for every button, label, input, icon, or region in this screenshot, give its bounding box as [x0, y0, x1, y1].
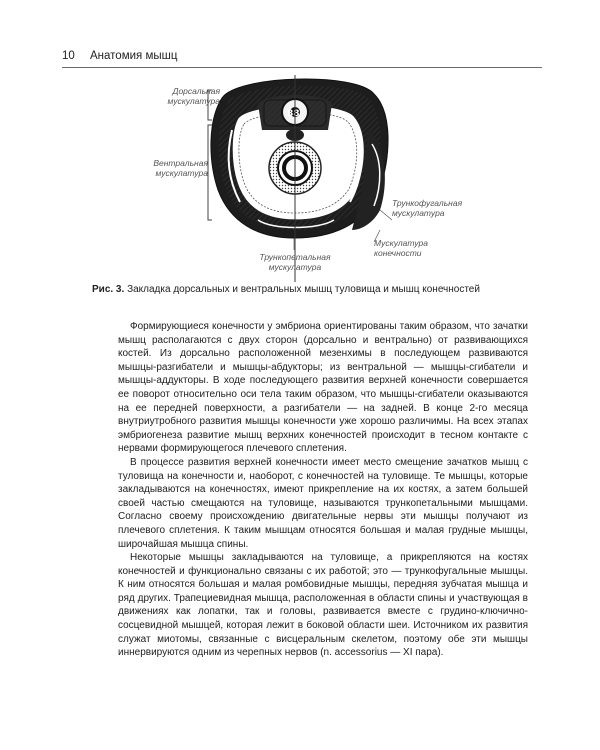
- body-text: [118, 320, 528, 660]
- page-number: 10: [62, 50, 75, 62]
- label-trunkopetal-muscles: Трункопетальная мускулатура: [259, 252, 331, 272]
- caption-text: Закладка дорсальных и вентральных мышц туловища и мышц конечностей: [127, 284, 480, 295]
- embryo-cross-section-illustration: [62, 70, 542, 282]
- label-trunkofugal-muscles: Трункофугальная мускулатура: [392, 198, 463, 218]
- label-dorsal-muscles: Дорсальная мускулатура: [167, 86, 220, 106]
- label-limb-muscles: Мускулатура конечности: [374, 238, 428, 258]
- figure-caption: [92, 284, 480, 295]
- paragraph: Формирующиеся конечности у эмбриона ориентированы таким образом, что зачатки мышц располагаются с двух сторон (дорсально и вентрально) от развивающихся костей. Из дорсально расположенной мезенхимы в последующем развиваются мышцы-разгибатели и мышцы-абдукторы; из вентральной — мышцы-сгибатели и мышцы-аддукторы. В ходе последующего развития верхней конечности совершается ее поворот относительно оси тела таким образом, что мышцы-сгибатели оказываются на ее передней поверхности, а разгибатели — на задней. В конце 2-го месяца внутриутробного развития мышцы конечности уже хорошо различимы. На всех этапах эмбриогенеза развитие мышц верхних конечностей происходит в тесном контакте с нервами формирующегося плечевого сплетения.: [118, 321, 528, 455]
- caption-label: Рис. 3.: [92, 284, 125, 295]
- label-ventral-muscles: Вентральная мускулатура: [153, 158, 208, 178]
- paragraph: В процессе развития верхней конечности имеет место смещение зачатков мышц с туловища на конечности и, наоборот, с конечностей на туловище. Те мышцы, которые закладываются на конечностях, имеют прикрепление на их костях, а затем большей своей частью смещаются на туловище, называются трункопетальными мышцами. Согласно своему происхождению двигательные нервы эти мышцы получают из плечевого сплетения. К таким мышцам относятся большая и малая грудные мышцы, широчайшая мышца спины.: [118, 456, 528, 550]
- paragraph: Некоторые мышцы закладываются на туловище, а прикрепляются на костях конечностей и функционально связаны с их работой; это — трункофугальные мышцы. К ним относятся большая и малая ромбовидные мышцы, передняя зубчатая мышца и ряд других. Трапециевидная мышца, расположенная в области спины и участвующая в движениях как лопатки, так и головы, развивается вместе с грудино-ключично-сосцевидной мышцей, которая лежит в боковой области шеи. Источником их развития служат миотомы, связанные с висцеральным скелетом, поэтому обе эти мышцы иннервируются одним из черепных нервов (n. accessorius — XI пара).: [118, 552, 528, 659]
- running-title: Анатомия мышц: [90, 50, 178, 62]
- running-header: [62, 50, 177, 62]
- header-rule: [62, 67, 542, 68]
- svg-text:88: 88: [287, 109, 300, 119]
- figure-embryo-cross-section: [62, 70, 542, 282]
